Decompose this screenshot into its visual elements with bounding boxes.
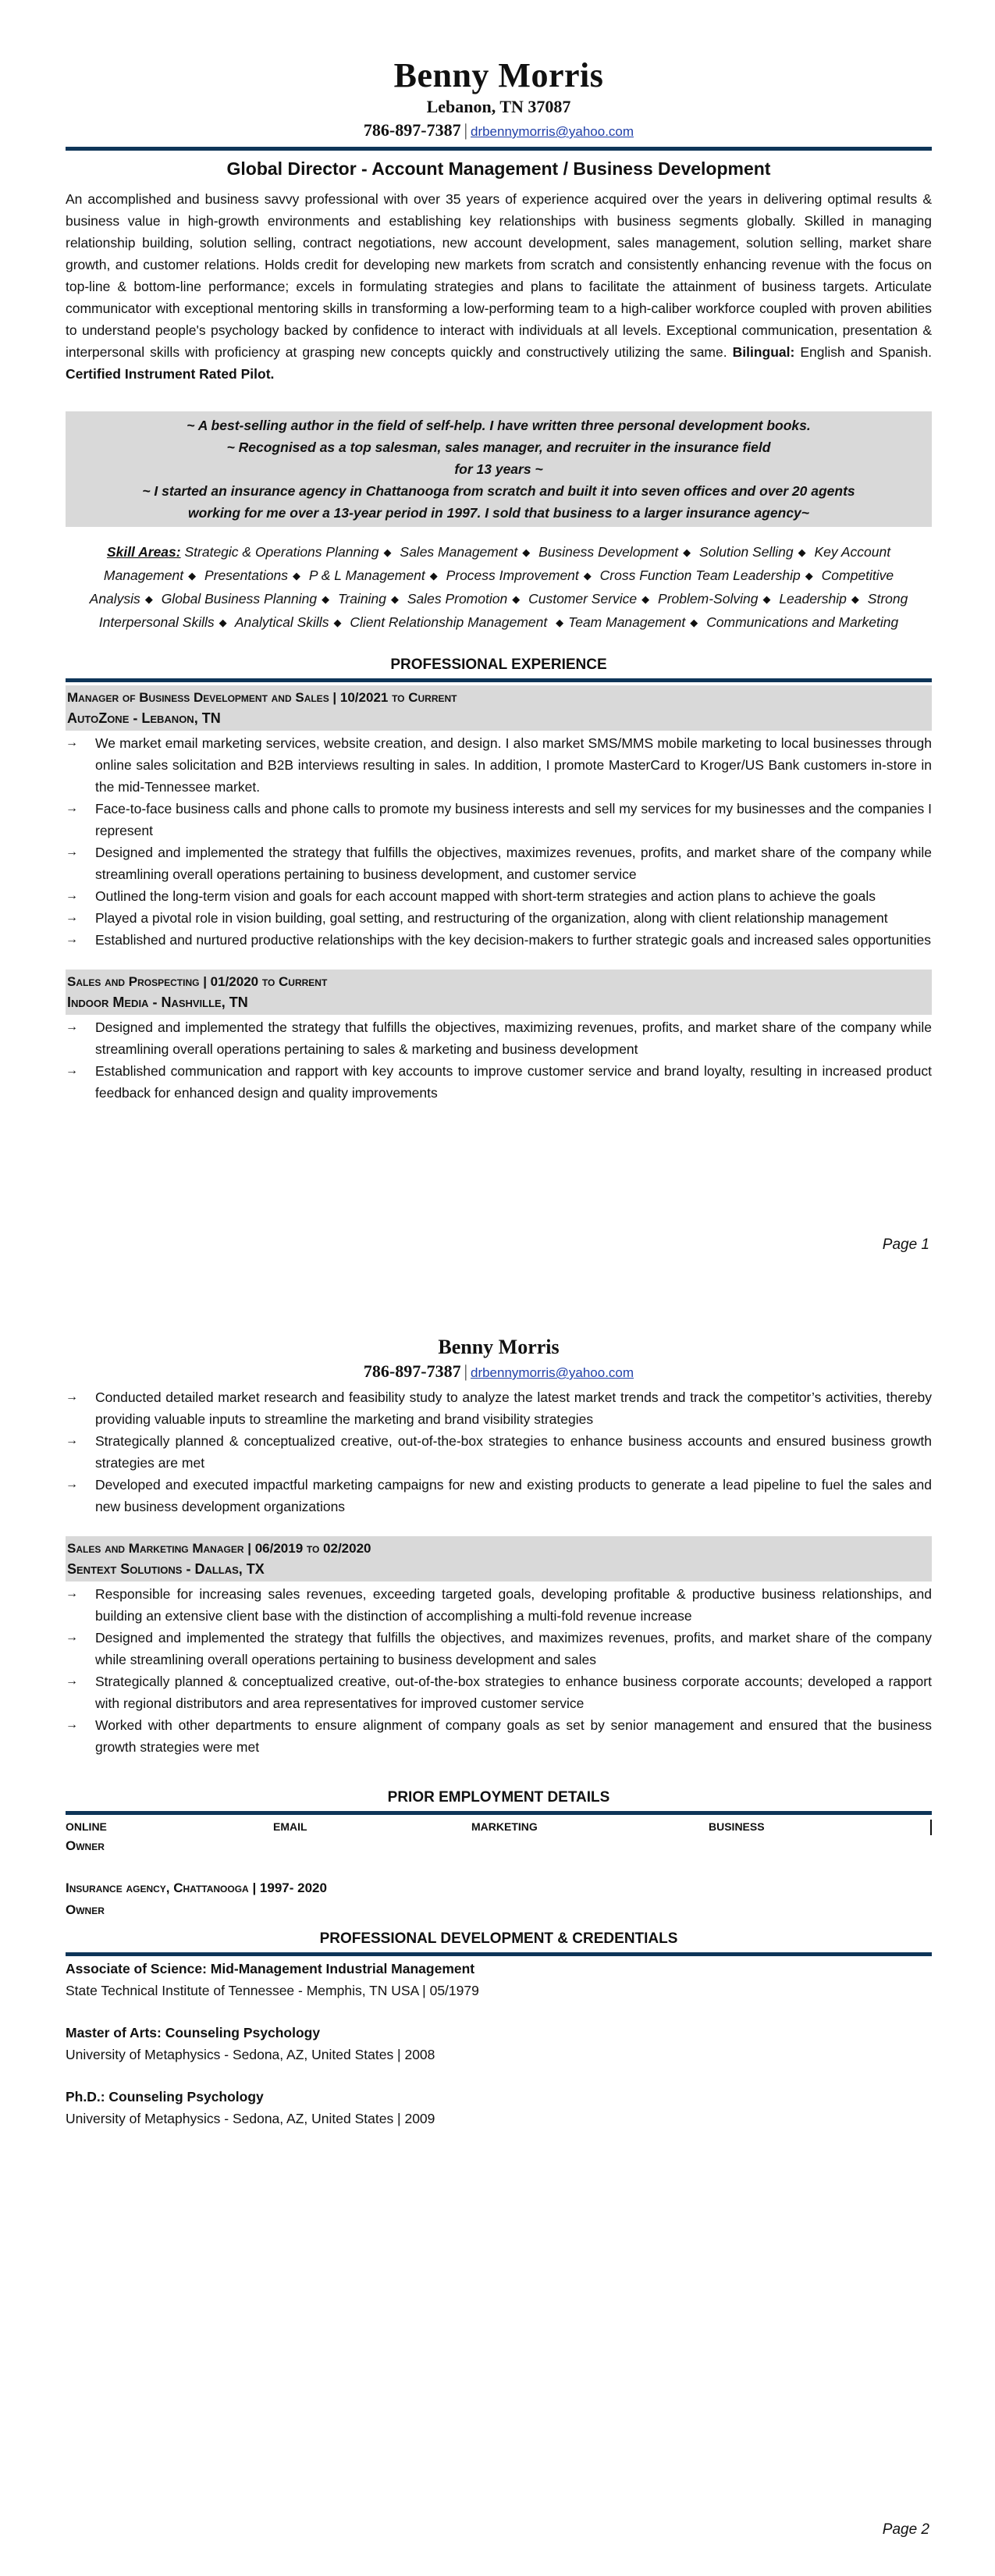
bilingual-value: English and Spanish. [800,344,932,360]
phone-number: 786-897-7387 [363,120,461,140]
bullet-text: Strategically planned & conceptualized creative, out-of-the-box strategies to enhance business corporate accounts; developed a rapport with regional distributors and area representatives for improved customer service [95,1674,932,1711]
section-divider [66,1811,932,1815]
bullet-item [66,929,932,951]
prior-column: MARKETING [471,1820,538,1833]
bullet-text: Face-to-face business calls and phone calls to promote my business interests and sell my services for my businesses and the companies I represent [95,801,932,838]
arrow-right-icon: → [66,845,78,859]
arrow-right-icon: → [66,911,78,924]
skill-item: Strategic & Operations Planning [184,544,379,560]
bullet-text: Outlined the long-term vision and goals for each account mapped with short-term strategies and action plans to achieve the goals [95,888,876,904]
arrow-right-icon: → [66,802,78,815]
highlight-line: ~ Recognised as a top salesman, sales manager, and recruiter in the insurance field [226,439,771,455]
skill-item: Strong Interpersonal Skills [98,591,908,630]
skill-item: Sales Management [400,544,518,560]
prior-role: Owner [66,1902,105,1917]
diamond-icon: ◆ [333,617,342,628]
skill-item: Solution Selling [698,544,794,560]
bullet-text: Established communication and rapport with key accounts to improve customer service and brand loyalty, resulting in increased product feedback for enhanced design and quality improvements [95,1063,932,1101]
diamond-icon: ◆ [556,617,564,628]
skill-item: P & L Management [308,568,425,583]
job-company: Indoor Media - Nashville, TN [67,994,248,1010]
bullet-item [66,907,932,929]
degree-title: Ph.D.: Counseling Psychology [66,2089,264,2105]
diamond-icon: ◆ [798,546,806,558]
arrow-right-icon: → [66,1718,78,1731]
skill-item: Customer Service [528,591,638,607]
bullet-text: Designed and implemented the strategy that fulfills the objectives, maximizes revenues, profits, and market share of the company while streamlining overall operations pertaining to business development, and customer service [95,845,932,882]
bullet-item [66,1627,932,1670]
highlight-line: ~ A best-selling author in the field of self-help. I have written three personal development books. [187,418,811,433]
bullet-text: We market email marketing services, website creation, and design. I also market SMS/MMS mobile marketing to local businesses through online sales solicitation and B2B interviews resulting in sales. In addition, I promote MasterCard to Kroger/US Bank customers in-store in the mid-Tennessee market. [95,735,932,795]
bullet-text: Designed and implemented the strategy that fulfills the objectives, maximizing revenues, profits, and market share of the company while streamlining overall operations pertaining to sales & marketing and business development [95,1019,932,1057]
diamond-icon: ◆ [292,570,300,582]
phone-number: 786-897-7387 [363,1361,461,1381]
degree-school: University of Metaphysics - Sedona, AZ, United States | 2008 [66,2047,435,2062]
job-company: AutoZone - Lebanon, TN [67,710,221,726]
degree-title: Associate of Science: Mid-Management Industrial Management [66,1961,475,1976]
skill-item: Leadership [779,591,847,607]
section-title-prior-employment: PRIOR EMPLOYMENT DETAILS [387,1789,610,1806]
diamond-icon: ◆ [429,570,438,582]
bullet-item [66,1060,932,1104]
bullet-text: Established and nurtured productive relationships with the key decision-makers to further strategic goals and increased sales opportunities [95,932,932,948]
job-header [66,685,932,731]
header-divider [66,147,932,151]
career-highlights [66,411,932,527]
bullet-text: Developed and executed impactful marketing campaigns for new and existing products to generate a lead pipeline to fuel the sales and new business development organizations [95,1477,932,1514]
job-bullets [66,1583,932,1758]
email-link[interactable]: drbennymorris@yahoo.com [470,1365,634,1380]
job-bullets [66,1016,932,1104]
summary-text: An accomplished and business savvy professional with over 35 years of experience acquired over the years in delivering optimal results & business value in high-growth environments and establishing key relationships with business segments globally. Skilled in managing relationship building, solution selling, contract negotiations, new account development, sales management, solution selling, market share growth, and customer relations. Holds credit for developing new markets from scratch and consistently enhancing revenue with the focus on top-line & bottom-line performance; excels in formulating strategies and plans to facilitate the attainment of business targets. Articulate communicator with exceptional mentoring skills in transforming a low-performing team to a high-caliber workforce coupled with proven abilities to understand people's psychology backed by confidence to interact with individuals at all levels. Exceptional communication, presentation & interpersonal skills with proficiency at grasping new concepts quickly and constructively utilizing the same. [66,191,932,360]
prior-column: BUSINESS [709,1820,765,1833]
highlight-line: ~ I started an insurance agency in Chattanooga from scratch and built it into seven offices and over 20 agents [142,483,855,499]
job-title-dates: Sales and Prospecting | 01/2020 to Current [67,974,328,989]
page-number: Page 2 [882,2521,929,2538]
section-divider [66,678,932,682]
bullet-text: Played a pivotal role in vision building, goal setting, and restructuring of the organization, along with client relationship management [95,910,888,926]
bullet-item [66,1474,932,1517]
column-divider [930,1820,932,1835]
bullet-text: Strategically planned & conceptualized creative, out-of-the-box strategies to enhance business accounts and ensured business growth strategies are met [95,1433,932,1471]
email-link[interactable]: drbennymorris@yahoo.com [470,124,634,139]
job-header [66,1536,932,1582]
bullet-item [66,1430,932,1474]
job-bullets-continued [66,1386,932,1517]
professional-summary [66,188,932,385]
bullet-text: Conducted detailed market research and feasibility study to analyze the latest market trends and track the competitor’s activities, thereby providing valuable inputs to streamline the marketing and brand visibility strategies [95,1389,932,1427]
section-title-credentials: PROFESSIONAL DEVELOPMENT & CREDENTIALS [319,1930,678,1947]
certification: Certified Instrument Rated Pilot. [66,366,275,382]
bullet-item [66,841,932,885]
job-company: Sentext Solutions - Dallas, TX [67,1561,265,1577]
bullet-item [66,732,932,798]
diamond-icon: ◆ [322,593,330,605]
resume-header [66,56,932,144]
skills-label: Skill Areas: [106,544,181,560]
diamond-icon: ◆ [683,546,691,558]
credential-entry [66,1958,932,2001]
bilingual-label: Bilingual: [732,344,795,360]
prior-employment-columns [66,1818,932,1835]
job-entry [66,970,932,1104]
arrow-right-icon: → [66,1674,78,1688]
candidate-name: Benny Morris [393,56,604,94]
arrow-right-icon: → [66,1434,78,1447]
arrow-right-icon: → [66,1064,78,1077]
bullet-text: Designed and implemented the strategy that fulfills the objectives, and maximizes revenues, profits, and market share of the company while streamlining overall operations pertaining to business development and sales [95,1630,932,1667]
bullet-item [66,1016,932,1060]
degree-title: Master of Arts: Counseling Psychology [66,2025,321,2041]
continuation-header [66,1335,932,1385]
diamond-icon: ◆ [641,593,650,605]
prior-column: EMAIL [273,1820,307,1833]
skill-item: Global Business Planning [161,591,318,607]
diamond-icon: ◆ [690,617,698,628]
credential-entry [66,2086,932,2129]
prior-employer: Insurance agency, Chattanooga | 1997- 2020 [66,1880,327,1895]
degree-school: University of Metaphysics - Sedona, AZ, United States | 2009 [66,2111,435,2126]
section-divider [66,1952,932,1956]
skill-item: Competitive Analysis [89,568,894,607]
skill-item: Analytical Skills [234,614,329,630]
diamond-icon: ◆ [522,546,531,558]
skill-item: Process Improvement [446,568,579,583]
skill-item: Client Relationship Management [350,614,548,630]
job-header [66,970,932,1015]
bullet-text: Worked with other departments to ensure alignment of company goals as set by senior management and ensured that the business growth strategies were met [95,1717,932,1755]
job-entry [66,1536,932,1758]
diamond-icon: ◆ [144,593,153,605]
contact-separator: | [464,120,467,140]
section-title-experience: PROFESSIONAL EXPERIENCE [390,656,607,673]
job-bullets [66,732,932,951]
candidate-name: Benny Morris [438,1336,560,1358]
page2-content [66,1335,932,2129]
job-entry [66,685,932,951]
contact-line [66,1360,932,1385]
arrow-right-icon: → [66,1587,78,1600]
bullet-item [66,1386,932,1430]
arrow-right-icon: → [66,1390,78,1404]
page1-content [66,56,932,1104]
skill-item: Cross Function Team Leadership [599,568,801,583]
skill-item: Problem-Solving [658,591,759,607]
arrow-right-icon: → [66,1631,78,1644]
page-number: Page 1 [882,1236,929,1253]
candidate-location: Lebanon, TN 37087 [426,97,571,116]
arrow-right-icon: → [66,933,78,946]
skill-item: Presentations [204,568,288,583]
skill-item: Key Account Management [103,544,891,583]
diamond-icon: ◆ [583,570,592,582]
bullet-item [66,1583,932,1627]
job-title-dates: Manager of Business Development and Sales | 10/2021 to Current [67,690,457,705]
prior-column: ONLINE [66,1820,107,1833]
credential-entry [66,2022,932,2065]
arrow-right-icon: → [66,889,78,902]
contact-separator: | [464,1361,467,1381]
contact-line [66,119,932,144]
diamond-icon: ◆ [390,593,399,605]
skill-item: Communications and Marketing [706,614,899,630]
skill-item: Training [338,591,386,607]
skill-areas [66,541,932,635]
resume-page-2 [0,1288,995,2576]
highlight-line: for 13 years ~ [454,461,543,477]
bullet-item [66,1714,932,1758]
arrow-right-icon: → [66,1020,78,1034]
arrow-right-icon: → [66,1478,78,1491]
bullet-item [66,1670,932,1714]
arrow-right-icon: → [66,736,78,749]
bullet-item [66,798,932,841]
diamond-icon: ◆ [512,593,521,605]
diamond-icon: ◆ [188,570,197,582]
skill-item: Sales Promotion [407,591,508,607]
bullet-item [66,885,932,907]
professional-headline: Global Director - Account Management / Business Development [226,158,771,179]
diamond-icon: ◆ [762,593,771,605]
degree-school: State Technical Institute of Tennessee - Memphis, TN USA | 05/1979 [66,1983,479,1998]
highlight-line: working for me over a 13-year period in 1997. I sold that business to a larger insurance agency~ [187,505,810,521]
job-title-dates: Sales and Marketing Manager | 06/2019 to 02/2020 [67,1541,371,1556]
diamond-icon: ◆ [383,546,392,558]
diamond-icon: ◆ [805,570,813,582]
bullet-text: Responsible for increasing sales revenues, exceeding targeted goals, developing profitable & productive business relationships, and building an extensive client base with the distinction of accomplishing a multi-fold revenue increase [95,1586,932,1624]
skill-item: Team Management [568,614,686,630]
prior-role: Owner [66,1838,105,1853]
diamond-icon: ◆ [219,617,227,628]
diamond-icon: ◆ [851,593,859,605]
skill-item: Business Development [538,544,679,560]
